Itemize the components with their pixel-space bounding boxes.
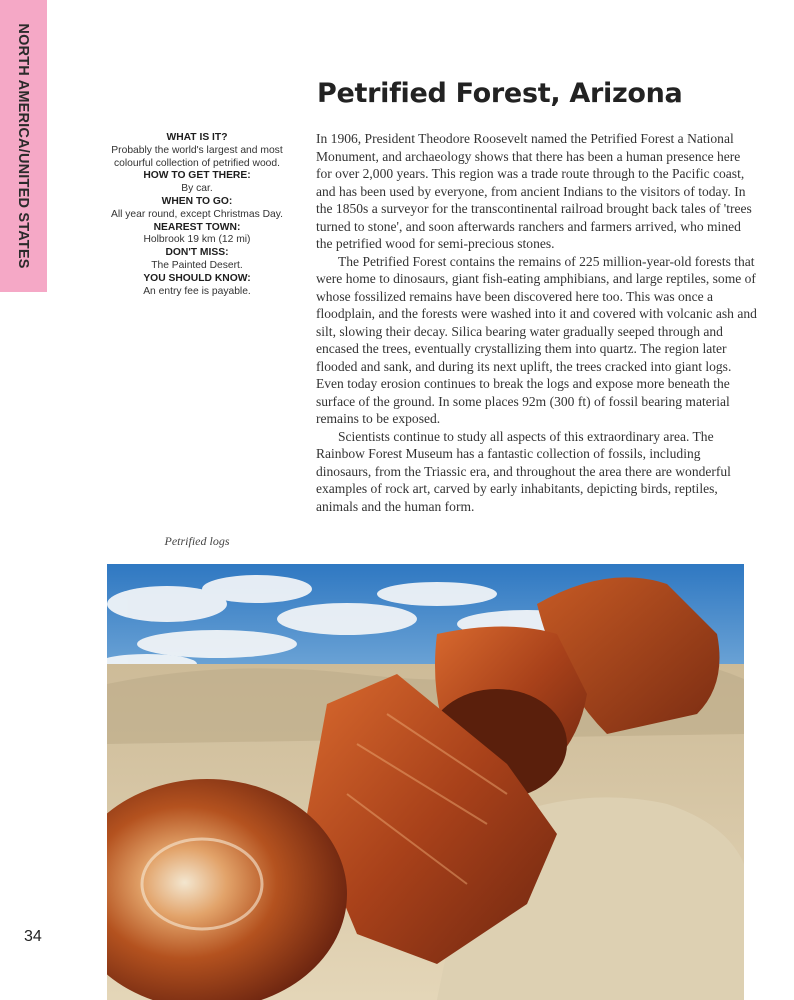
- article-paragraph: The Petrified Forest contains the remains of 225 million-year-old forests that were home to dinosaurs, giant fish-eating amphibians, and large reptiles, some of whose fossilized remains have been discovered here too. This was once a floodplain, and the forests were washed into it and covered with volcanic ash and silt, slowing their decay. Silica bearing water gradually seeped through and encased the trees, eventually crystallizing them into quartz. The region later flooded and sank, and during its next uplift, the trees cracked into giant logs. Even today erosion continues to break the logs and expose more beneath the surface of the ground. In some places 92m (300 ft) of fossil bearing material remains to be exposed.: [316, 253, 757, 426]
- fact-heading: WHEN TO GO:: [161, 195, 233, 207]
- fact-heading: DON'T MISS:: [165, 247, 229, 259]
- page-number: 34: [24, 928, 42, 945]
- petrified-logs-photo: [107, 564, 744, 1000]
- section-tab: [0, 0, 47, 292]
- fact-heading: YOU SHOULD KNOW:: [143, 272, 251, 284]
- section-tab-label: NORTH AMERICA/UNITED STATES: [15, 23, 31, 269]
- fact-heading: WHAT IS IT?: [166, 132, 228, 143]
- fact-heading: NEAREST TOWN:: [153, 221, 241, 233]
- fact-text: The Painted Desert.: [151, 259, 243, 271]
- fact-text: Probably the world's largest and most colourful collection of petrified wood.: [111, 144, 283, 169]
- facts-box: [104, 132, 290, 298]
- page-title: Petrified Forest, Arizona: [317, 78, 683, 109]
- article-paragraph: In 1906, President Theodore Roosevelt named the Petrified Forest a National Monument, and archaeology shows that there has been a human presence here for over 2,000 years. This region was a trade route through to the Pacific coast, and has been used by everyone, from ancient Indians to the visitors of today. In the 1850s a surveyor for the transcontinental railroad brought back tales of 'trees turned to stone', and soon afterwards ranchers and farmers arrived, who mined the petrified wood for semi-precious stones.: [316, 131, 752, 251]
- fact-text: Holbrook 19 km (12 mi): [143, 234, 251, 246]
- photo-caption: Petrified logs: [164, 534, 230, 548]
- fact-text: By car.: [181, 183, 213, 195]
- article-body: [316, 130, 758, 515]
- article-paragraph: Scientists continue to study all aspects of this extraordinary area. The Rainbow Forest Museum has a fantastic collection of fossils, including dinosaurs, from the Triassic era, and throughout the area there are wonderful examples of rock art, carved by early inhabitants, depicting birds, reptiles, animals and the human form.: [316, 428, 731, 514]
- fact-text: All year round, except Christmas Day.: [110, 208, 284, 220]
- fact-text: An entry fee is payable.: [143, 285, 251, 297]
- fact-heading: HOW TO GET THERE:: [143, 170, 251, 182]
